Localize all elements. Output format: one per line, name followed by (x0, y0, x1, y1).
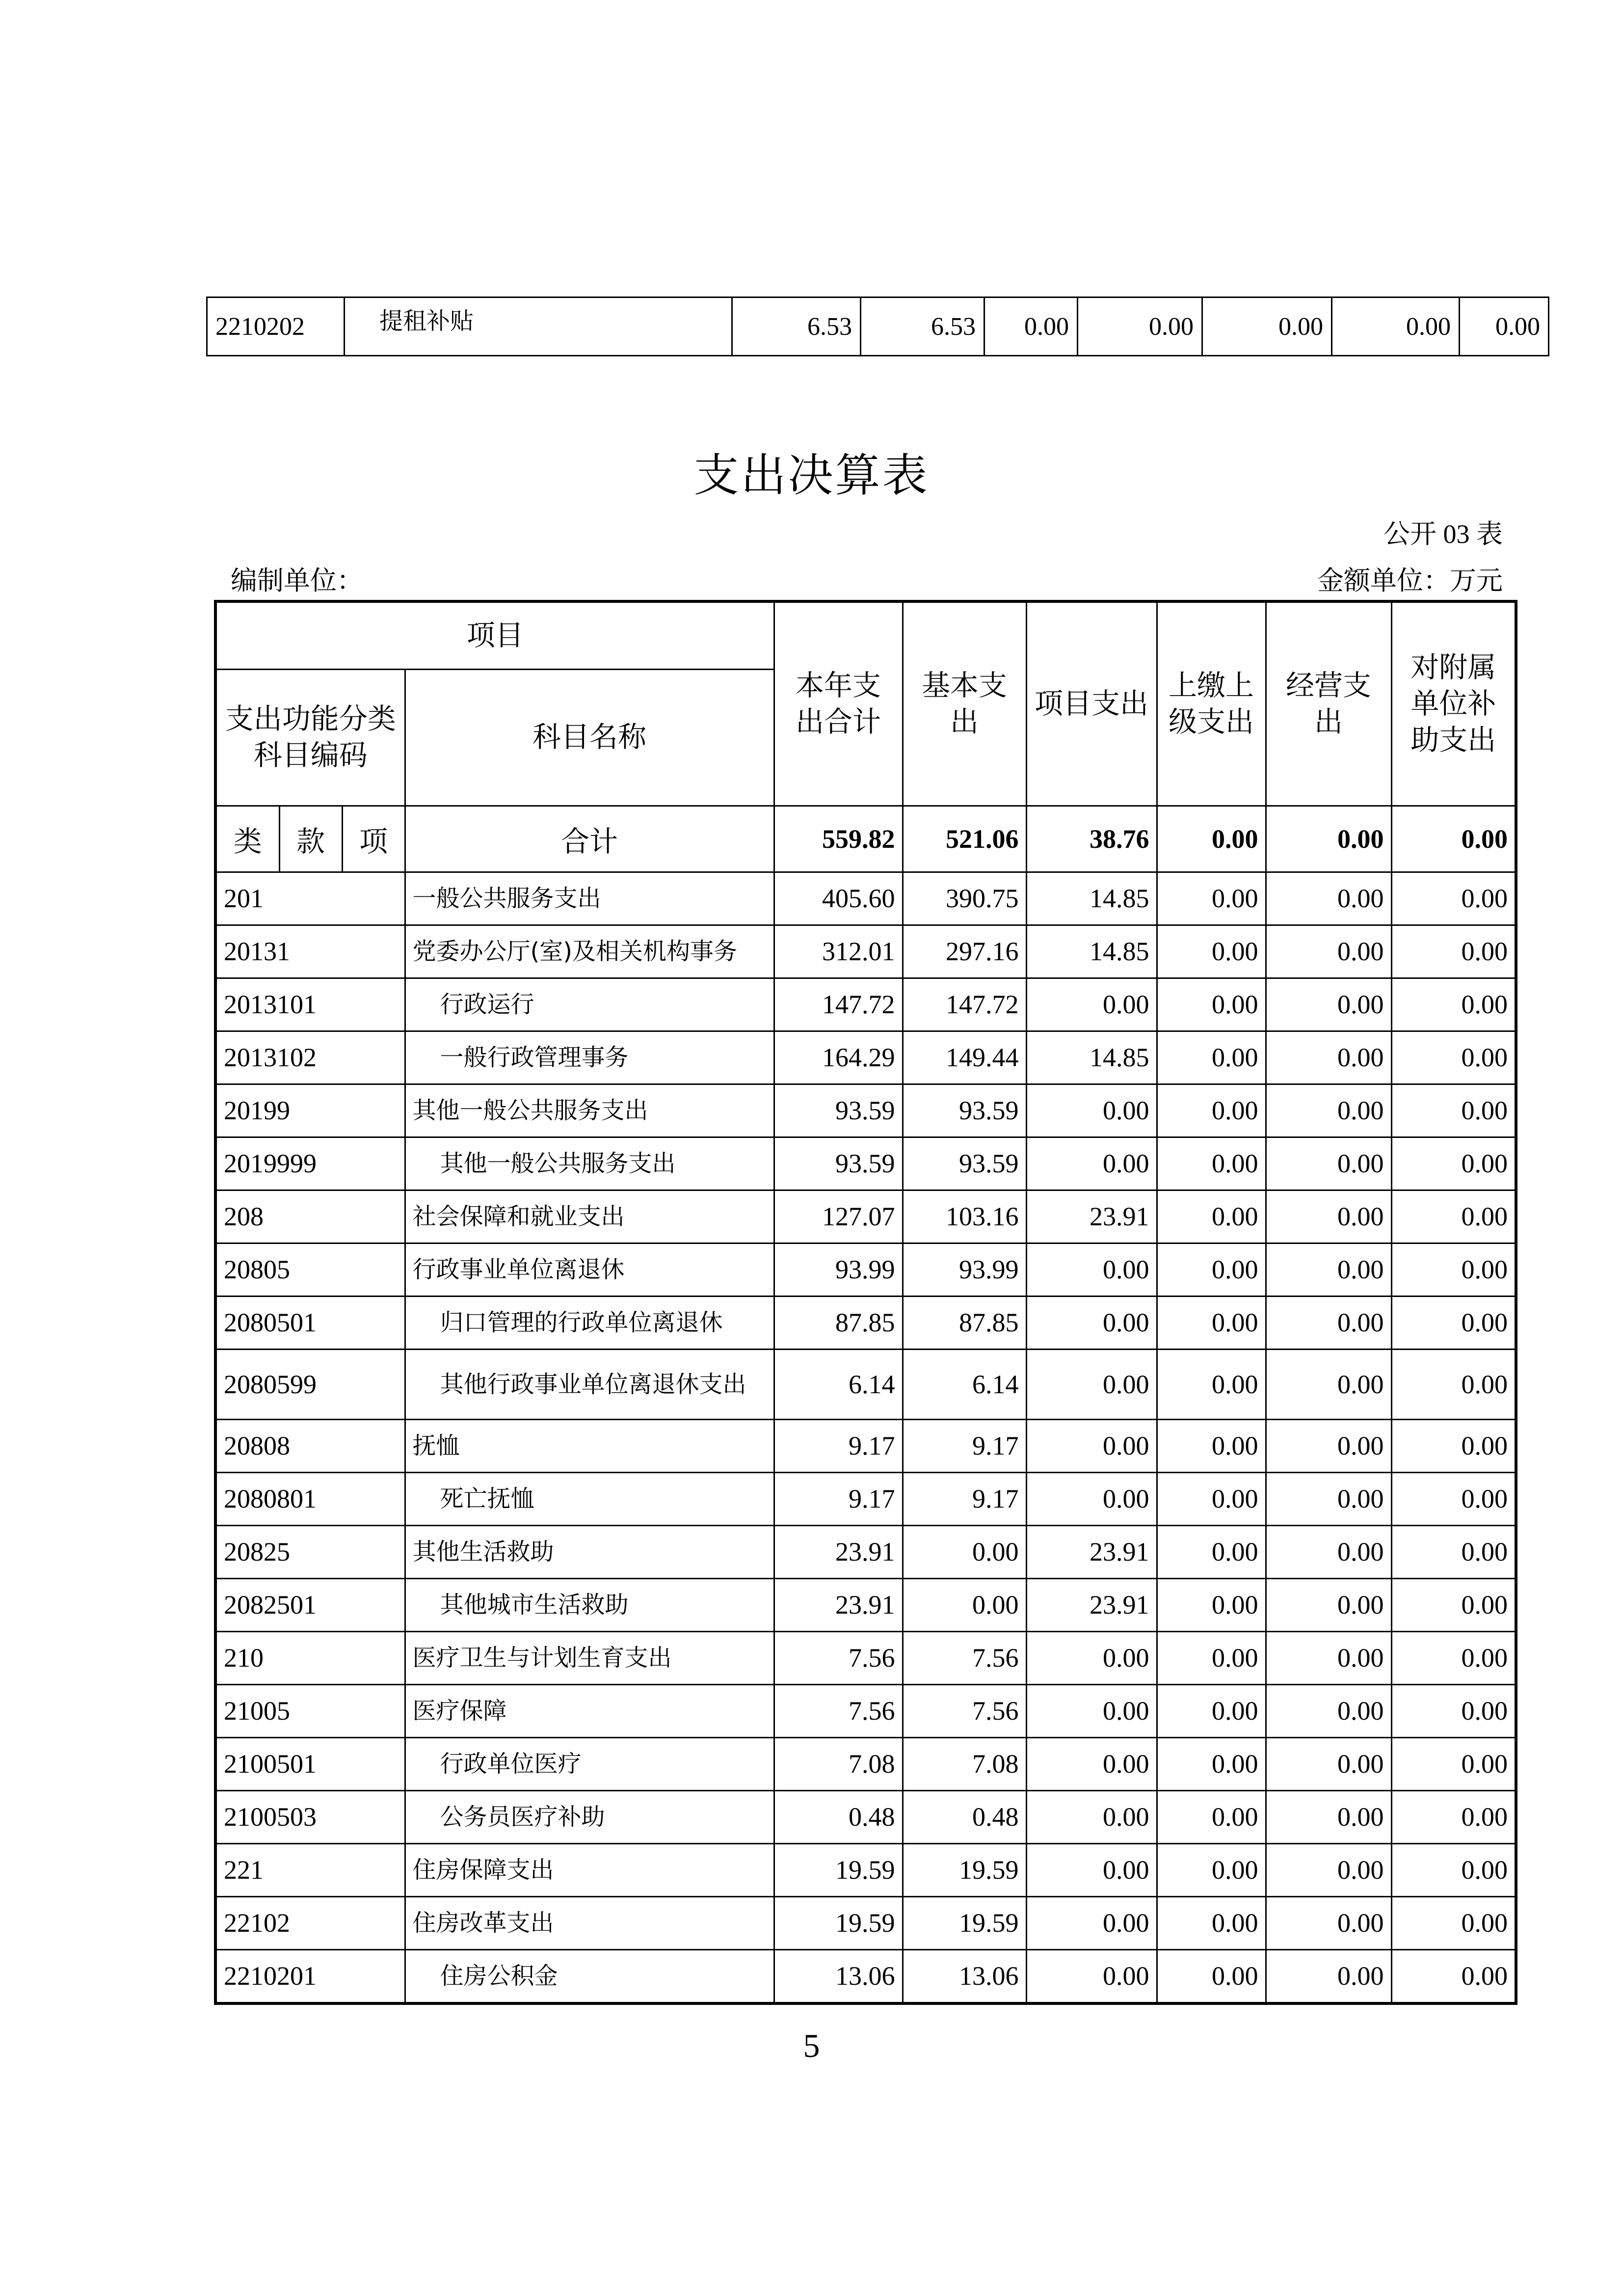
row-value: 0.00 (1391, 1525, 1516, 1578)
row-value: 7.56 (774, 1631, 903, 1684)
row-value: 0.00 (1266, 1949, 1391, 2003)
row-value: 0.00 (1157, 1031, 1266, 1084)
row-subject-name: 抚恤 (405, 1419, 774, 1472)
header-subject-name: 科目名称 (405, 669, 774, 806)
row-value: 164.29 (774, 1031, 903, 1084)
row-value: 7.56 (903, 1631, 1026, 1684)
row-value: 0.00 (1026, 1296, 1157, 1349)
row-value: 0.00 (1266, 1472, 1391, 1525)
total-value: 521.06 (903, 806, 1026, 872)
row-value: 0.00 (1332, 297, 1460, 356)
row-value: 0.00 (1266, 925, 1391, 978)
row-code: 20805 (215, 1243, 405, 1296)
table-row (215, 1737, 1516, 1790)
table-row (215, 1684, 1516, 1737)
row-subject-name: 住房改革支出 (405, 1896, 774, 1949)
row-value: 6.53 (861, 297, 984, 356)
table-row (215, 1472, 1516, 1525)
row-value: 127.07 (774, 1190, 903, 1243)
row-value: 0.00 (1266, 1525, 1391, 1578)
row-value: 0.00 (1026, 1790, 1157, 1843)
row-value: 0.00 (1391, 1737, 1516, 1790)
row-value: 0.00 (1157, 1737, 1266, 1790)
table-row (215, 1631, 1516, 1684)
header-func-code: 支出功能分类科目编码 (215, 669, 405, 806)
row-value: 93.59 (903, 1137, 1026, 1190)
row-subject-name: 住房公积金 (405, 1949, 774, 2003)
row-value: 297.16 (903, 925, 1026, 978)
row-value: 0.00 (1157, 1684, 1266, 1737)
row-code: 2019999 (215, 1137, 405, 1190)
row-value: 93.99 (774, 1243, 903, 1296)
header-col-basic: 基本支出 (903, 601, 1026, 806)
table-row (215, 1190, 1516, 1243)
row-value: 0.00 (1157, 1578, 1266, 1631)
row-value: 0.00 (1157, 1949, 1266, 2003)
row-value: 0.00 (1391, 978, 1516, 1031)
row-value: 0.00 (1391, 1296, 1516, 1349)
row-value: 0.00 (1157, 1190, 1266, 1243)
row-value: 0.00 (1157, 925, 1266, 978)
row-code: 21005 (215, 1684, 405, 1737)
row-value: 0.00 (1391, 1631, 1516, 1684)
table-row (215, 872, 1516, 925)
table-row (215, 1084, 1516, 1137)
row-subject-name: 医疗保障 (405, 1684, 774, 1737)
table-row (215, 1949, 1516, 2003)
row-value: 6.14 (774, 1349, 903, 1419)
row-value: 0.00 (1266, 1190, 1391, 1243)
row-value: 0.00 (1026, 1896, 1157, 1949)
header-col-subsidy: 对附属单位补助支出 (1391, 601, 1516, 806)
row-value: 0.00 (1391, 1137, 1516, 1190)
row-value: 390.75 (903, 872, 1026, 925)
row-code: 2100501 (215, 1737, 405, 1790)
row-value: 0.00 (1266, 1578, 1391, 1631)
row-name: 提租补贴 (345, 297, 732, 356)
row-value: 0.00 (1026, 1949, 1157, 2003)
row-value: 0.00 (1157, 1472, 1266, 1525)
row-code: 2080501 (215, 1296, 405, 1349)
total-label: 合计 (405, 806, 774, 872)
total-value: 0.00 (1391, 806, 1516, 872)
row-value: 0.00 (1266, 1349, 1391, 1419)
row-value: 149.44 (903, 1031, 1026, 1084)
row-value: 19.59 (903, 1843, 1026, 1896)
row-value: 0.00 (1391, 1790, 1516, 1843)
table-row (215, 1031, 1516, 1084)
row-value: 7.56 (903, 1684, 1026, 1737)
table-row (215, 978, 1516, 1031)
row-value: 405.60 (774, 872, 903, 925)
row-value: 0.00 (1391, 872, 1516, 925)
continuation-row (207, 297, 1549, 356)
row-value: 0.00 (1266, 978, 1391, 1031)
row-code: 20825 (215, 1525, 405, 1578)
row-subject-name: 其他生活救助 (405, 1525, 774, 1578)
table-row (215, 1296, 1516, 1349)
row-subject-name: 党委办公厅(室)及相关机构事务 (405, 925, 774, 978)
row-value: 0.00 (1026, 1349, 1157, 1419)
row-code: 20808 (215, 1419, 405, 1472)
total-row (215, 806, 1516, 872)
row-value: 0.00 (1460, 297, 1549, 356)
row-value: 0.48 (774, 1790, 903, 1843)
row-code: 201 (215, 872, 405, 925)
row-value: 6.14 (903, 1349, 1026, 1419)
row-value: 0.00 (1266, 1419, 1391, 1472)
table-row (215, 1243, 1516, 1296)
row-value: 0.00 (1391, 1084, 1516, 1137)
row-value: 147.72 (903, 978, 1026, 1031)
row-code: 20131 (215, 925, 405, 978)
row-value: 0.00 (1266, 1684, 1391, 1737)
row-value: 93.59 (774, 1084, 903, 1137)
header-row-1 (215, 601, 1516, 669)
row-code: 2013101 (215, 978, 405, 1031)
row-value: 147.72 (774, 978, 903, 1031)
row-value: 0.00 (1026, 1084, 1157, 1137)
row-value: 0.00 (1266, 1243, 1391, 1296)
row-subject-name: 其他一般公共服务支出 (405, 1137, 774, 1190)
row-value: 0.00 (1157, 1137, 1266, 1190)
row-value: 0.00 (1266, 872, 1391, 925)
row-value: 0.00 (1266, 1631, 1391, 1684)
row-code: 2013102 (215, 1031, 405, 1084)
total-value: 38.76 (1026, 806, 1157, 872)
page-number: 5 (803, 2027, 820, 2064)
row-code: 2080801 (215, 1472, 405, 1525)
row-subject-name: 住房保障支出 (405, 1843, 774, 1896)
row-value: 0.00 (1391, 1896, 1516, 1949)
row-value: 0.00 (1026, 1243, 1157, 1296)
row-value: 0.00 (1266, 1031, 1391, 1084)
total-value: 0.00 (1157, 806, 1266, 872)
row-subject-name: 医疗卫生与计划生育支出 (405, 1631, 774, 1684)
row-value: 0.00 (1026, 1419, 1157, 1472)
row-code: 210 (215, 1631, 405, 1684)
row-value: 0.00 (1391, 1243, 1516, 1296)
row-value: 6.53 (732, 297, 861, 356)
row-code: 208 (215, 1190, 405, 1243)
continuation-table (206, 297, 1549, 356)
row-value: 0.00 (1157, 1896, 1266, 1949)
row-value: 0.00 (1391, 1578, 1516, 1631)
row-subject-name: 其他一般公共服务支出 (405, 1084, 774, 1137)
row-value: 0.00 (1026, 1737, 1157, 1790)
header-lei: 类 (215, 806, 279, 872)
row-value: 19.59 (774, 1843, 903, 1896)
header-col-total: 本年支出合计 (774, 601, 903, 806)
row-value: 0.00 (1266, 1896, 1391, 1949)
table-row (215, 1578, 1516, 1631)
row-subject-name: 社会保障和就业支出 (405, 1190, 774, 1243)
row-value: 0.00 (1266, 1790, 1391, 1843)
row-code: 2100503 (215, 1790, 405, 1843)
row-value: 9.17 (774, 1419, 903, 1472)
row-subject-name: 行政单位医疗 (405, 1737, 774, 1790)
row-value: 0.00 (1157, 1084, 1266, 1137)
row-value: 0.00 (1391, 1419, 1516, 1472)
row-subject-name: 其他城市生活救助 (405, 1578, 774, 1631)
row-code: 2210202 (207, 297, 345, 356)
row-value: 7.08 (774, 1737, 903, 1790)
row-value: 0.00 (1391, 1031, 1516, 1084)
row-value: 0.00 (1391, 1684, 1516, 1737)
row-value: 0.00 (1157, 1243, 1266, 1296)
total-value: 559.82 (774, 806, 903, 872)
row-value: 0.00 (1157, 1525, 1266, 1578)
row-value: 0.00 (1026, 1684, 1157, 1737)
row-subject-name: 行政事业单位离退休 (405, 1243, 774, 1296)
row-value: 13.06 (903, 1949, 1026, 2003)
row-value: 0.00 (1157, 872, 1266, 925)
header-xiang: 项 (342, 806, 405, 872)
expenditure-table (214, 600, 1517, 2005)
row-value: 7.08 (903, 1737, 1026, 1790)
table-row (215, 1525, 1516, 1578)
table-number: 公开 03 表 (1384, 519, 1503, 549)
row-value: 19.59 (903, 1896, 1026, 1949)
row-value: 0.00 (1157, 978, 1266, 1031)
row-subject-name: 一般行政管理事务 (405, 1031, 774, 1084)
row-value: 13.06 (774, 1949, 903, 2003)
table-row (215, 1349, 1516, 1419)
row-value: 9.17 (903, 1472, 1026, 1525)
row-value: 93.59 (774, 1137, 903, 1190)
row-value: 93.59 (903, 1084, 1026, 1137)
row-subject-name: 其他行政事业单位离退休支出 (405, 1349, 774, 1419)
row-value: 14.85 (1026, 1031, 1157, 1084)
row-value: 0.00 (1157, 1790, 1266, 1843)
table-row (215, 1137, 1516, 1190)
row-value: 0.00 (1391, 1349, 1516, 1419)
row-value: 0.00 (1157, 1349, 1266, 1419)
row-value: 14.85 (1026, 925, 1157, 978)
row-value: 0.00 (1266, 1137, 1391, 1190)
row-value: 14.85 (1026, 872, 1157, 925)
row-value: 0.00 (1157, 1843, 1266, 1896)
row-code: 2210201 (215, 1949, 405, 2003)
header-col-remit: 上缴上级支出 (1157, 601, 1266, 806)
row-value: 0.00 (1026, 1631, 1157, 1684)
amount-unit-label: 金额单位：万元 (1317, 566, 1503, 595)
row-value: 23.91 (1026, 1190, 1157, 1243)
row-value: 9.17 (774, 1472, 903, 1525)
row-value: 0.00 (1078, 297, 1202, 356)
row-value: 0.00 (1266, 1084, 1391, 1137)
row-value: 0.00 (1026, 1472, 1157, 1525)
row-value: 93.99 (903, 1243, 1026, 1296)
table-row (215, 1896, 1516, 1949)
row-value: 103.16 (903, 1190, 1026, 1243)
row-value: 0.00 (1026, 1137, 1157, 1190)
row-value: 0.00 (1266, 1296, 1391, 1349)
table-row (215, 1790, 1516, 1843)
row-value: 87.85 (903, 1296, 1026, 1349)
row-value: 0.00 (1026, 978, 1157, 1031)
row-value: 7.56 (774, 1684, 903, 1737)
row-value: 312.01 (774, 925, 903, 978)
row-value: 0.00 (1266, 1737, 1391, 1790)
row-value: 0.00 (1157, 1296, 1266, 1349)
row-value: 0.00 (1391, 925, 1516, 978)
row-value: 0.48 (903, 1790, 1026, 1843)
row-value: 0.00 (903, 1525, 1026, 1578)
row-value: 0.00 (1391, 1949, 1516, 2003)
table-row (215, 1419, 1516, 1472)
row-value: 23.91 (1026, 1525, 1157, 1578)
row-code: 22102 (215, 1896, 405, 1949)
table-row (215, 925, 1516, 978)
header-col-project: 项目支出 (1026, 601, 1157, 806)
row-value: 23.91 (774, 1525, 903, 1578)
row-value: 0.00 (1391, 1472, 1516, 1525)
row-value: 0.00 (1266, 1843, 1391, 1896)
row-value: 0.00 (903, 1578, 1026, 1631)
row-value: 87.85 (774, 1296, 903, 1349)
row-code: 2082501 (215, 1578, 405, 1631)
header-item: 项目 (215, 601, 774, 669)
row-value: 0.00 (1157, 1631, 1266, 1684)
row-code: 221 (215, 1843, 405, 1896)
row-code: 20199 (215, 1084, 405, 1137)
total-value: 0.00 (1266, 806, 1391, 872)
row-value: 23.91 (774, 1578, 903, 1631)
row-subject-name: 死亡抚恤 (405, 1472, 774, 1525)
row-value: 19.59 (774, 1896, 903, 1949)
table-row (215, 1843, 1516, 1896)
row-value: 0.00 (1026, 1843, 1157, 1896)
row-value: 23.91 (1026, 1578, 1157, 1631)
row-subject-name: 归口管理的行政单位离退休 (405, 1296, 774, 1349)
row-subject-name: 公务员医疗补助 (405, 1790, 774, 1843)
row-subject-name: 一般公共服务支出 (405, 872, 774, 925)
row-value: 0.00 (1157, 1419, 1266, 1472)
header-col-operating: 经营支出 (1266, 601, 1391, 806)
row-value: 0.00 (1391, 1843, 1516, 1896)
row-code: 2080599 (215, 1349, 405, 1419)
row-value: 0.00 (1391, 1190, 1516, 1243)
prepared-by-label: 编制单位： (231, 566, 363, 595)
row-value: 0.00 (984, 297, 1078, 356)
row-value: 9.17 (903, 1419, 1026, 1472)
page-title: 支出决算表 (693, 449, 930, 502)
row-value: 0.00 (1202, 297, 1332, 356)
header-kuan: 款 (279, 806, 342, 872)
row-subject-name: 行政运行 (405, 978, 774, 1031)
